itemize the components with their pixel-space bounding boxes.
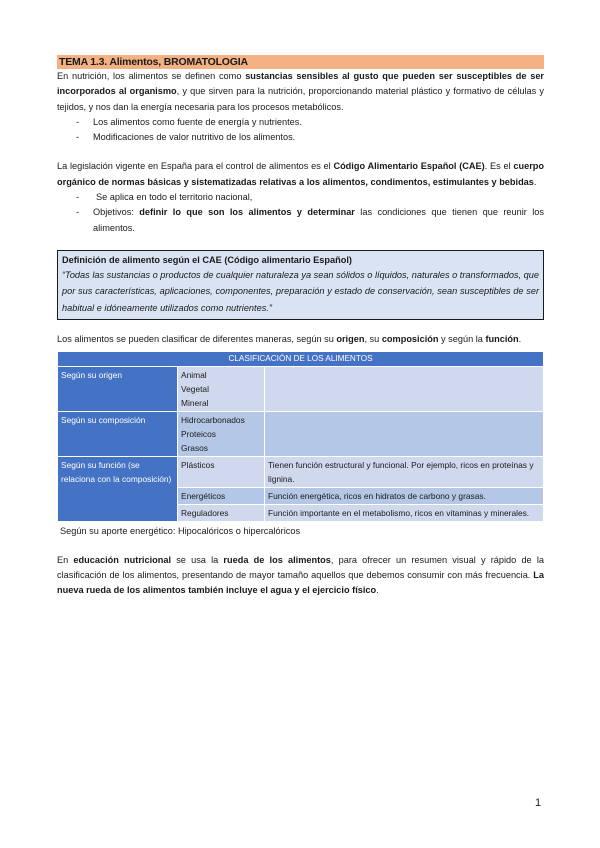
objectives-bold: definir lo que son los alimentos y determinar — [139, 207, 355, 218]
classification-table — [57, 351, 544, 522]
section-title: TEMA 1.3. Alimentos, BROMATOLOGIA — [57, 55, 544, 69]
origen-item: Animal — [181, 369, 207, 380]
definition-title: Definición de alimento según el CAE (Código alimentario Español) — [62, 254, 352, 265]
empty-cell — [265, 366, 544, 411]
education-text: En — [57, 554, 74, 565]
classification-paragraph — [57, 332, 544, 347]
origen-items-cell — [178, 366, 265, 411]
table-row — [58, 411, 544, 456]
funcion-desc-cell: Función energética, ricos en hidratos de carbono y grasas. — [265, 487, 544, 504]
legislation-bold-definition: cuerpo orgánico de normas básicas y sistematizadas relativas a los alimentos, condimentos, estimulantes y bebidas — [57, 161, 544, 187]
list-item — [79, 205, 544, 236]
composicion-item: Grasos — [181, 442, 208, 453]
legislation-paragraph — [57, 159, 544, 190]
list-item: - Los alimentos como fuente de energía y nutrientes. — [79, 115, 544, 130]
classify-bold-funcion: función — [485, 334, 519, 345]
education-bold: La nueva rueda de los alimentos también incluye el agua y el ejercicio físico — [57, 570, 544, 596]
table-header: CLASIFICACIÓN DE LOS ALIMENTOS — [58, 351, 544, 366]
funcion-type-cell: Reguladores — [178, 504, 265, 521]
origen-item: Vegetal — [181, 383, 209, 394]
intro-text-end: , y que sirven para la nutrición, proporcionando material plástico y formativo de células y tejidos, y nos dan la energía necesaria para los procesos metabólicos. — [57, 86, 544, 112]
composicion-item: Proteicos — [181, 428, 216, 439]
education-text: se usa la — [171, 554, 224, 565]
classify-text: Los alimentos se pueden clasificar de diferentes maneras, según su — [57, 334, 337, 345]
education-bold: rueda de los alimentos — [223, 554, 331, 565]
legislation-text-end: . — [533, 176, 537, 187]
funcion-label-cell: Según su función (se relaciona con la composición) — [58, 456, 178, 521]
classify-text-end: . — [518, 334, 522, 345]
education-text: , para ofrecer un resumen visual y rápido de la clasificación de los alimentos, presentando de mayor tamaño aquellos que debemos consumir con más frecuencia. — [57, 554, 545, 581]
classify-bold-composicion: composición — [381, 334, 439, 345]
legislation-text: La legislación vigente en España para el control de alimentos es el — [57, 161, 334, 172]
objectives-label: Objetivos: — [93, 207, 140, 218]
funcion-type-cell: Energéticos — [178, 487, 265, 504]
list-item: - Se aplica en todo el territorio nacional, — [79, 190, 544, 205]
composicion-items-cell — [178, 411, 265, 456]
origen-item: Mineral — [181, 397, 209, 408]
intro-paragraph — [57, 69, 544, 115]
document-page — [57, 55, 544, 599]
education-bold: educación nutricional — [73, 554, 172, 565]
composicion-item: Hidrocarbonados — [181, 414, 245, 425]
definition-box — [57, 250, 544, 321]
page-number: 1 — [535, 797, 542, 809]
composicion-label-cell: Según su composición — [58, 411, 178, 456]
table-header-row — [58, 351, 544, 366]
legislation-bullet-list — [57, 190, 544, 236]
origen-label-cell: Según su origen — [58, 366, 178, 411]
table-row — [58, 366, 544, 411]
funcion-desc-cell: Función importante en el metabolismo, ricos en vitaminas y minerales. — [265, 504, 544, 521]
education-paragraph — [57, 553, 544, 599]
legislation-text: . Es el — [484, 161, 514, 172]
legislation-bold-cae: Código Alimentario Español (CAE) — [333, 161, 485, 172]
funcion-type-cell: Plásticos — [178, 456, 265, 487]
table-row — [58, 456, 544, 487]
classify-text: y según la — [438, 334, 486, 345]
definition-quote: “Todas las sustancias o productos de cualquier naturaleza ya sean sólidos o líquidos, naturales o transformados, que por sus características, aplicaciones, componentes, preparación y estado de conservación, sean susceptibles de ser habitual e idóneamente utilizados como nutrientes.” — [62, 269, 539, 313]
funcion-desc-cell: Tienen función estructural y funcional. Por ejemplo, ricos en proteínas y lignina. — [265, 456, 544, 487]
education-text-end: . — [376, 585, 379, 596]
intro-text: En nutrición, los alimentos se definen como — [57, 71, 246, 81]
classify-bold-origen: origen — [336, 334, 365, 345]
list-item: - Modificaciones de valor nutritivo de los alimentos. — [79, 130, 544, 145]
intro-bullet-list — [57, 115, 544, 146]
empty-cell — [265, 411, 544, 456]
classify-text: , su — [364, 334, 382, 345]
energy-note: Según su aporte energético: Hipocalóricos o hipercalóricos — [60, 525, 301, 536]
intro-bold: sustancias sensibles al gusto que pueden ser susceptibles de ser incorporados al organismo — [57, 71, 544, 97]
objectives-text: las condiciones que tienen que reunir los alimentos. — [93, 207, 545, 233]
